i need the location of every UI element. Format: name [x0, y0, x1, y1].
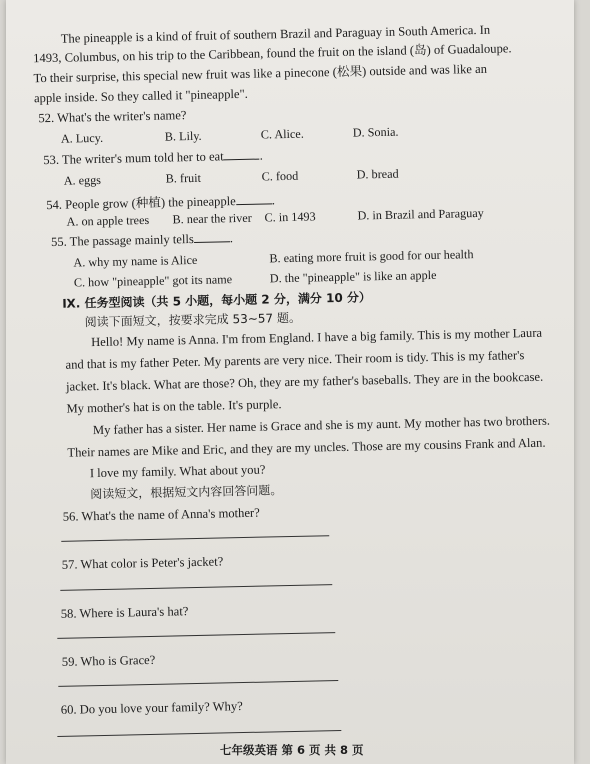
passage-line: and that is my father Peter. My parents are very nice. Their room is tidy. This is my father's — [65, 348, 525, 372]
option-55d: D. the "pineapple" is like an apple — [269, 267, 437, 286]
option-55c: C. how "pineapple" got its name — [73, 272, 233, 290]
option-53c: C. food — [261, 168, 299, 184]
question-56: 56. What's the name of Anna's mother? — [62, 505, 260, 524]
option-54d: D. in Brazil and Paraguay — [357, 205, 484, 223]
question-54: 54. People grow (种植) the pineapple . — [46, 193, 276, 213]
option-53a: A. eggs — [63, 172, 102, 188]
passage-line: Their names are Mike and Eric, and they are my uncles. Those are my cousins Frank and Alan. — [67, 435, 546, 460]
question-57: 57. What color is Peter's jacket? — [61, 554, 224, 572]
option-52c: C. Alice. — [260, 126, 304, 142]
question-52: 52. What's the writer's name? — [38, 108, 187, 126]
exam-page — [6, 0, 574, 764]
answer-blank — [236, 193, 272, 205]
passage-line: The pineapple is a kind of fruit of southern Brazil and Paraguay in South America. In — [60, 22, 491, 46]
page-content — [6, 0, 574, 764]
option-52a: A. Lucy. — [60, 130, 104, 146]
section-instruction: 阅读下面短文，按要求完成 53~57 题。 — [84, 310, 302, 330]
question-58: 58. Where is Laura's hat? — [60, 604, 189, 621]
passage-line: Hello! My name is Anna. I'm from England. I have a big family. This is my mother Laura — [90, 325, 543, 350]
answer-line[interactable] — [57, 632, 335, 639]
answer-line[interactable] — [58, 680, 338, 687]
page-footer: 七年级英语 第 6 页 共 8 页 — [220, 743, 364, 757]
passage-line: jacket. It's black. What are those? Oh, they are my father's baseballs. They are in the bookcase. — [65, 369, 544, 394]
option-53d: D. bread — [356, 166, 399, 182]
option-55a: A. why my name is Alice — [73, 252, 198, 270]
option-52b: B. Lily. — [164, 128, 202, 144]
question-55: 55. The passage mainly tells . — [50, 231, 234, 249]
option-54b: B. near the river — [172, 210, 252, 227]
passage-line: To their surprise, this special new fruit was like a pinecone (松果) outside and was like an — [33, 61, 488, 86]
question-60: 60. Do you love your family? Why? — [60, 699, 243, 717]
passage-line: apple inside. So they called it "pineapple". — [33, 86, 248, 106]
option-54a: A. on apple trees — [66, 212, 150, 229]
option-52d: D. Sonia. — [352, 124, 399, 140]
answer-line[interactable] — [57, 730, 341, 737]
question-59: 59. Who is Grace? — [61, 652, 156, 669]
option-54c: C. in 1493 — [264, 209, 316, 225]
answer-line[interactable] — [60, 584, 332, 591]
option-53b: B. fruit — [165, 170, 202, 186]
passage-line: 1493, Columbus, on his trip to the Caribbean, found the fruit on the island (岛) of Guadaloupe. — [33, 41, 512, 66]
answer-blank — [194, 231, 230, 243]
section-instruction-2: 阅读短文，根据短文内容回答问题。 — [90, 483, 283, 502]
passage-line: My mother's hat is on the table. It's purple. — [66, 397, 282, 416]
option-55b: B. eating more fruit is good for our health — [269, 247, 474, 266]
answer-line[interactable] — [61, 535, 329, 542]
answer-blank — [224, 149, 260, 161]
question-53: 53. The writer's mum told her to eat . — [43, 148, 263, 168]
passage-line: My father has a sister. Her name is Grace and she is my aunt. My mother has two brothers. — [92, 413, 551, 438]
section-heading: Ⅸ. 任务型阅读（共 5 小题，每小题 2 分，满分 10 分） — [62, 290, 372, 311]
passage-line: I love my family. What about you? — [89, 462, 266, 481]
